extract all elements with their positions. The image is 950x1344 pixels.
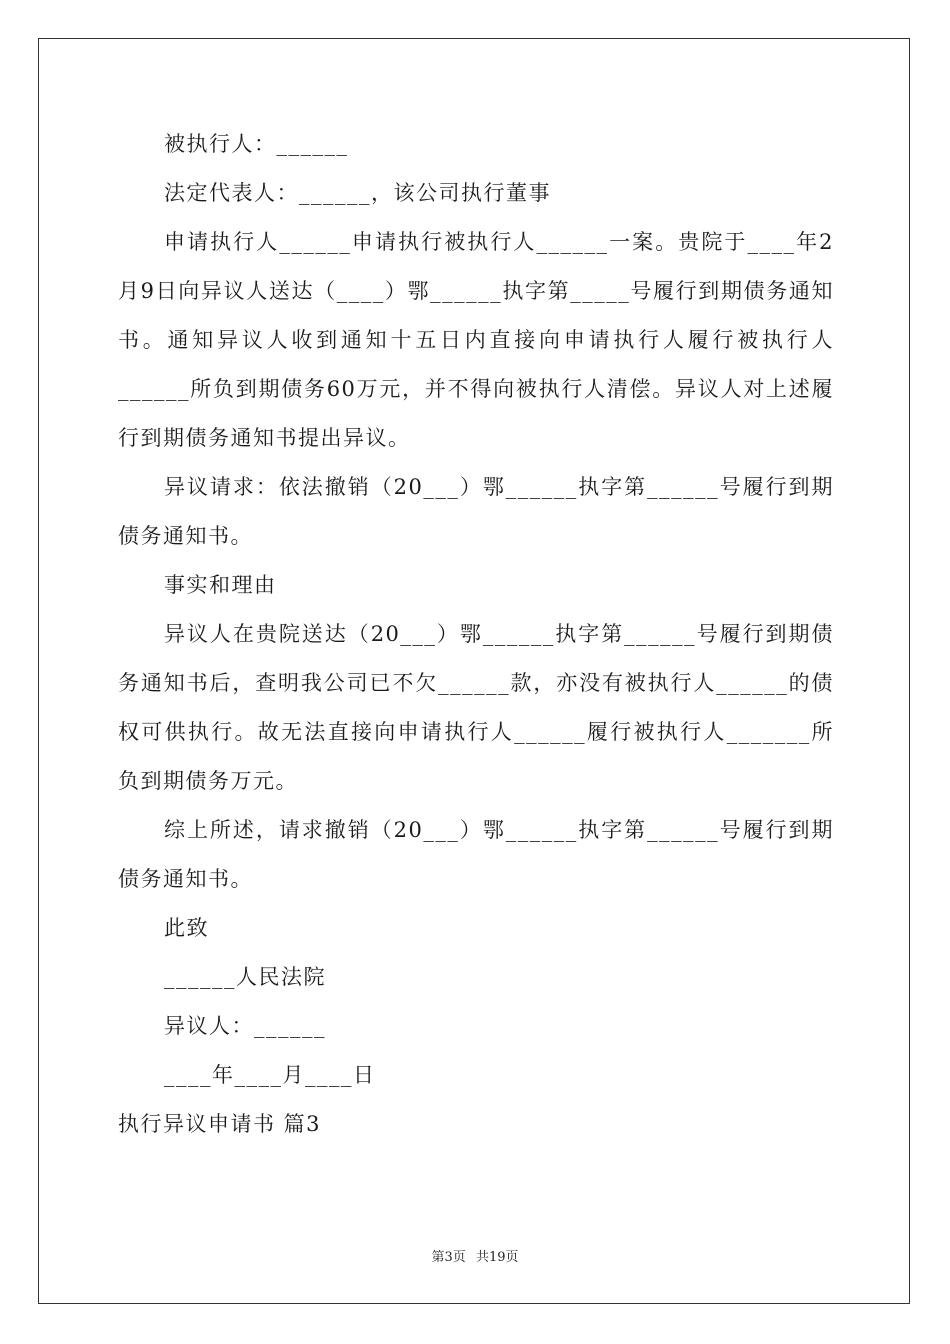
objector-signature: 异议人：______: [164, 1014, 326, 1038]
objection-request-paragraph: 异议请求：依法撤销（20___）鄂______执字第______号履行到期债务通知书。: [118, 475, 834, 548]
facts-heading: 事实和理由: [164, 573, 277, 597]
salutation: 此致: [164, 916, 209, 940]
summary-paragraph: 综上所述，请求撤销（20___）鄂______执字第______号履行到期债务通知书。: [118, 818, 834, 891]
page-number: 第3页: [431, 1250, 466, 1265]
case-background-paragraph: 申请执行人______申请执行被执行人______一案。贵院于____年2月9日向异议人送达（____）鄂______执字第_____号履行到期债务通知书。通知异议人收到通知十五日内直接向申请执行人履行被执行人______所负到期债务60万元，并不得向被执行人清偿。异议人对上述履行到期债务通知书提出异议。: [118, 230, 834, 450]
document-body: [118, 120, 834, 1149]
court-addressee: ______人民法院: [164, 965, 326, 989]
page-footer: [0, 1246, 950, 1265]
section-title: 执行异议申请书 篇3: [118, 1112, 322, 1136]
facts-paragraph: 异议人在贵院送达（20___）鄂______执字第______号履行到期债务通知书后，查明我公司已不欠______款，亦没有被执行人______的债权可供执行。故无法直接向申请执行人______履行被执行人_______所负到期债务万元。: [118, 622, 834, 793]
legal-representative-line: 法定代表人：______，该公司执行董事: [164, 181, 551, 205]
page-total: 共19页: [475, 1250, 519, 1265]
date-line: ____年____月____日: [164, 1063, 376, 1087]
respondent-line: 被执行人：______: [164, 132, 349, 156]
